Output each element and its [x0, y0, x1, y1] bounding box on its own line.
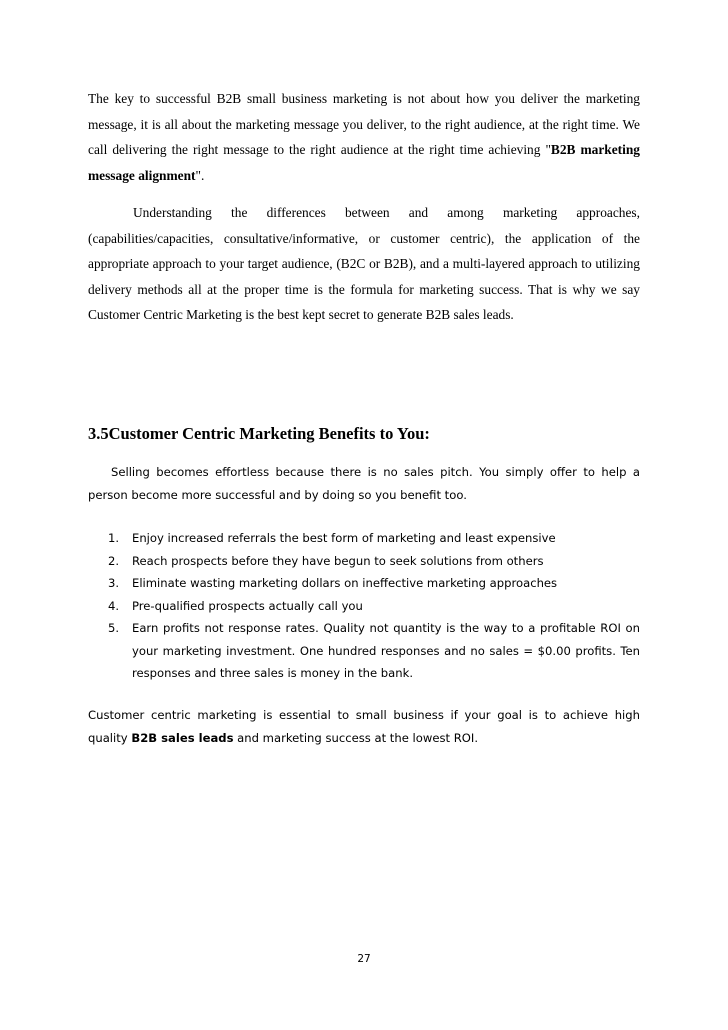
list-item-text: Eliminate wasting marketing dollars on ineffective marketing approaches	[132, 576, 558, 590]
intro-bold-phrase: B2B marketing message alignment	[88, 142, 640, 183]
list-item-text: Pre-qualified prospects actually call you	[132, 598, 363, 613]
list-item-number: 2.	[108, 553, 120, 568]
list-item	[88, 527, 640, 550]
approaches-paragraph	[88, 200, 640, 328]
section-heading: 3.5Customer Centric Marketing Benefits to You:	[88, 424, 430, 443]
conclusion-text: Customer centric marketing is essential to small business if your goal is to achieve high quality	[88, 708, 640, 745]
conclusion-paragraph	[88, 704, 640, 749]
list-item-number: 3.	[108, 576, 120, 590]
intro-text-end: ".	[195, 167, 205, 183]
benefits-list	[88, 527, 640, 685]
selling-paragraph	[88, 461, 640, 506]
list-item	[88, 617, 640, 685]
selling-text: Selling becomes effortless because there is no sales pitch. You simply offer to help a person become more successful and by doing so you benefit too.	[88, 465, 640, 502]
list-item	[88, 595, 640, 618]
list-item	[88, 550, 640, 573]
list-item-number: 5.	[108, 621, 120, 635]
list-item-text: Earn profits not response rates. Quality not quantity is the way to a profitable ROI on your marketing investment. One hundred responses and no sales = $0.00 profits. Ten responses and three sales is money in the bank.	[132, 621, 640, 680]
list-item	[88, 572, 640, 595]
list-item-number: 1.	[108, 531, 120, 545]
list-item-number: 4.	[108, 598, 120, 613]
intro-text: The key to successful B2B small business marketing is not about how you deliver the marketing message, it is all about the marketing message you deliver, to the right audience, at the right time. We call delivering the right message to the right audience at the right time achieving "	[88, 91, 640, 157]
conclusion-text-end: and marketing success at the lowest ROI.	[233, 730, 479, 745]
list-item-text: Enjoy increased referrals the best form of marketing and least expensive	[132, 531, 556, 545]
list-item-text: Reach prospects before they have begun to seek solutions from others	[132, 553, 544, 568]
conclusion-bold-phrase: B2B sales leads	[131, 730, 234, 745]
intro-paragraph	[88, 86, 640, 188]
page-number: 27	[357, 953, 371, 965]
approaches-text: Understanding the differences between and among marketing approaches, (capabilities/capacities, consultative/informative, or customer centric), the application of the appropriate approach to your target audience, (B2C or B2B), and a multi-layered approach to utilizing delivery methods all at the proper time is the formula for marketing success. That is why we say Customer Centric Marketing is the best kept secret to generate B2B sales leads.	[88, 205, 640, 322]
